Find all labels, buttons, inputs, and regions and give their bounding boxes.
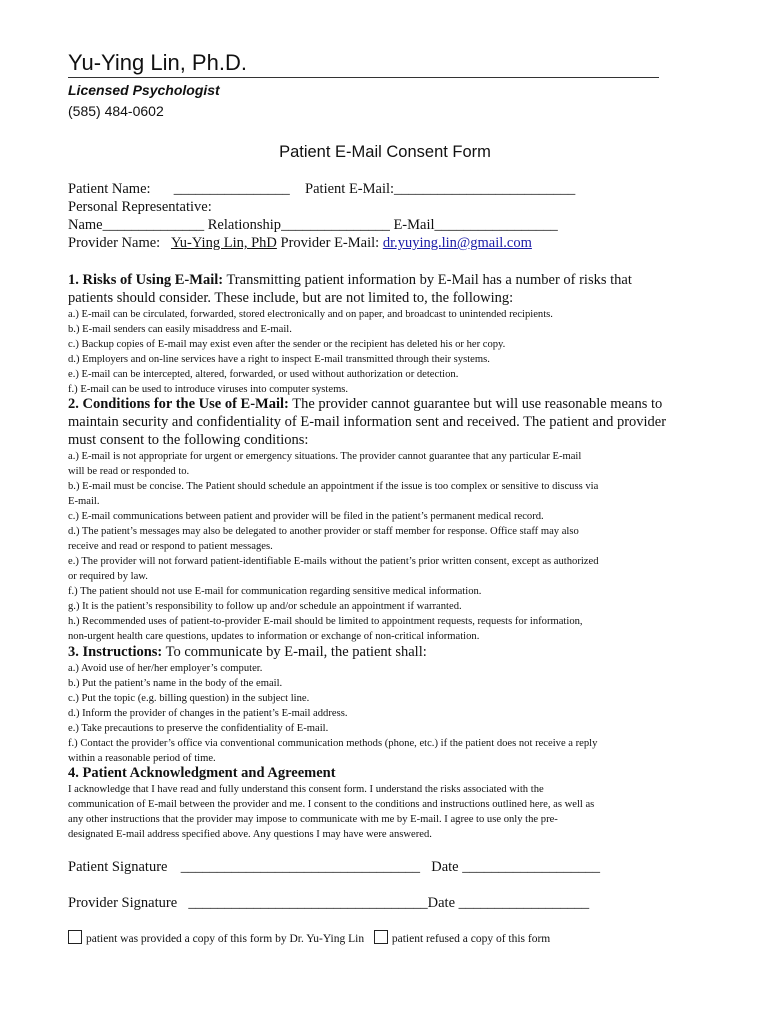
condition-line: d.) The patient’s messages may also be delegated to another provider or staff member for response. Office staff may also <box>68 526 579 537</box>
instruction-line: within a reasonable period of time. <box>68 753 216 764</box>
rep-email-label: E-Mail <box>393 217 435 233</box>
risk-item: f.) E-mail can be used to introduce viruses into computer systems. <box>68 384 349 395</box>
provider-signature-row <box>68 895 589 912</box>
provider-row <box>68 235 532 252</box>
instruction-line: d.) Inform the provider of changes in the patient’s E-mail address. <box>68 708 348 719</box>
risk-item: e.) E-mail can be intercepted, altered, forwarded, or used without authorization or detection. <box>68 369 459 380</box>
doctor-name: Yu-Ying Lin, Ph.D. <box>68 50 247 75</box>
condition-line: will be read or responded to. <box>68 466 190 477</box>
section-conditions <box>68 395 708 644</box>
condition-line: c.) E-mail communications between patient and provider will be filed in the patient’s permanent medical record. <box>68 511 544 522</box>
risk-item: b.) E-mail senders can easily misaddress and E-mail. <box>68 324 292 335</box>
patient-signature-field[interactable]: _________________________________ <box>180 859 420 875</box>
provider-name-label: Provider Name: <box>68 235 161 251</box>
instruction-line: b.) Put the patient’s name in the body of the email. <box>68 678 283 689</box>
patient-date-label: Date <box>431 859 459 875</box>
condition-line: non-urgent health care questions, updates to information or exchange of non-critical information. <box>68 631 480 642</box>
rep-row <box>68 217 558 234</box>
patient-email-field[interactable]: _________________________ <box>394 181 576 197</box>
form-title: Patient E-Mail Consent Form <box>279 143 491 161</box>
section-3-list <box>68 661 708 766</box>
acknowledgment-line: designated E-mail address specified above. Any questions I may have were answered. <box>68 829 432 840</box>
relationship-label: Relationship <box>207 217 282 233</box>
section-risks <box>68 271 708 397</box>
patient-email-label: Patient E-Mail: <box>305 181 395 197</box>
instruction-line: a.) Avoid use of her/her employer’s computer. <box>68 663 263 674</box>
acknowledgment-line: any other instructions that the provider may impose to communicate with me by E-mail. I agree to use only the pre- <box>68 814 558 825</box>
section-1-heading: 1. Risks of Using E-Mail: <box>68 272 224 288</box>
rep-name-field[interactable]: ______________ <box>102 217 205 233</box>
section-1-intro: Transmitting patient information by E-Mail has a number of risks that <box>223 272 632 288</box>
instruction-line: e.) Take precautions to preserve the confidentiality of E-mail. <box>68 723 329 734</box>
provider-email-link[interactable]: dr.yuying.lin@gmail.com <box>382 235 532 251</box>
section-acknowledgment <box>68 764 708 842</box>
condition-line: e.) The provider will not forward patient-identifiable E-mails without the patient’s prior written consent, except as authorized <box>68 556 599 567</box>
acknowledgment-line: communication of E-mail between the provider and me. I consent to the conditions and instructions outlined here, as well as <box>68 799 595 810</box>
header-divider <box>68 77 659 78</box>
relationship-field[interactable]: _______________ <box>281 217 390 233</box>
condition-line: E-mail. <box>68 496 100 507</box>
condition-line: h.) Recommended uses of patient-to-provider E-mail should be limited to appointment requests, requests for information, <box>68 616 583 627</box>
section-4-heading: 4. Patient Acknowledgment and Agreement <box>68 765 336 781</box>
personal-rep-label: Personal Representative: <box>68 199 212 215</box>
section-3-heading: 3. Instructions: <box>68 644 163 660</box>
risk-item: a.) E-mail can be circulated, forwarded, stored electronically and on paper, and broadcast to unintended recipients. <box>68 309 553 320</box>
section-3-intro: To communicate by E-mail, the patient shall: <box>162 644 427 660</box>
condition-line: b.) E-mail must be concise. The Patient should schedule an appointment if the issue is too complex or sensitive to discuss via <box>68 481 599 492</box>
instruction-line: f.) Contact the provider’s office via conventional communication methods (phone, etc.) if the patient does not receive a reply <box>68 738 598 749</box>
section-2-list <box>68 449 708 644</box>
section-2-intro-3: must consent to the following conditions: <box>68 432 309 448</box>
condition-line: a.) E-mail is not appropriate for urgent or emergency situations. The provider cannot guarantee that any particular E-mail <box>68 451 582 462</box>
provider-date-field[interactable]: __________________ <box>458 895 590 911</box>
condition-line: g.) It is the patient’s responsibility to follow up and/or schedule an appointment if warranted. <box>68 601 462 612</box>
section-4-text <box>68 782 708 842</box>
risk-item: c.) Backup copies of E-mail may exist even after the sender or the recipient has deleted his or her copy. <box>68 339 506 350</box>
copy-provided-label: patient was provided a copy of this form by Dr. Yu-Ying Lin <box>86 933 365 945</box>
provider-signature-label: Provider Signature <box>68 895 178 911</box>
section-2-heading: 2. Conditions for the Use of E-Mail: <box>68 396 289 412</box>
section-2-intro-2: maintain security and confidentiality of E-mail information sent and received. The patient and provider <box>68 414 667 430</box>
condition-line: or required by law. <box>68 571 148 582</box>
section-instructions <box>68 643 708 766</box>
patient-signature-label: Patient Signature <box>68 859 168 875</box>
copy-options-row <box>68 930 550 945</box>
patient-date-field[interactable]: ___________________ <box>462 859 600 875</box>
acknowledgment-line: I acknowledge that I have read and fully understand this consent form. I understand the risks associated with the <box>68 784 544 795</box>
patient-name-row <box>68 181 575 198</box>
section-2-intro: The provider cannot guarantee but will use reasonable means to <box>288 396 663 412</box>
provider-date-label: Date <box>427 895 456 911</box>
rep-email-field[interactable]: _________________ <box>434 217 558 233</box>
provider-signature-field[interactable]: _________________________________ <box>188 895 428 911</box>
patient-name-field[interactable]: ________________ <box>173 181 290 197</box>
copy-provided-checkbox[interactable] <box>68 930 82 944</box>
copy-refused-label: patient refused a copy of this form <box>391 933 551 945</box>
provider-name-value: Yu-Ying Lin, PhD <box>170 235 277 251</box>
rep-name-label: Name <box>68 217 103 233</box>
instruction-line: c.) Put the topic (e.g. billing question) in the subject line. <box>68 693 310 704</box>
risk-item: d.) Employers and on-line services have a right to inspect E-mail transmitted through their systems. <box>68 354 490 365</box>
provider-email-label: Provider E-Mail: <box>280 235 380 251</box>
phone-number: (585) 484-0602 <box>68 103 164 119</box>
condition-line: receive and read or respond to patient messages. <box>68 541 273 552</box>
section-1-list <box>68 307 708 397</box>
copy-refused-checkbox[interactable] <box>374 930 388 944</box>
section-1-intro-2: patients should consider. These include, but are not limited to, the following: <box>68 290 514 306</box>
patient-name-label: Patient Name: <box>68 181 151 197</box>
patient-signature-row <box>68 859 600 876</box>
license-title: Licensed Psychologist <box>68 82 220 98</box>
condition-line: f.) The patient should not use E-mail for communication regarding sensitive medical information. <box>68 586 482 597</box>
